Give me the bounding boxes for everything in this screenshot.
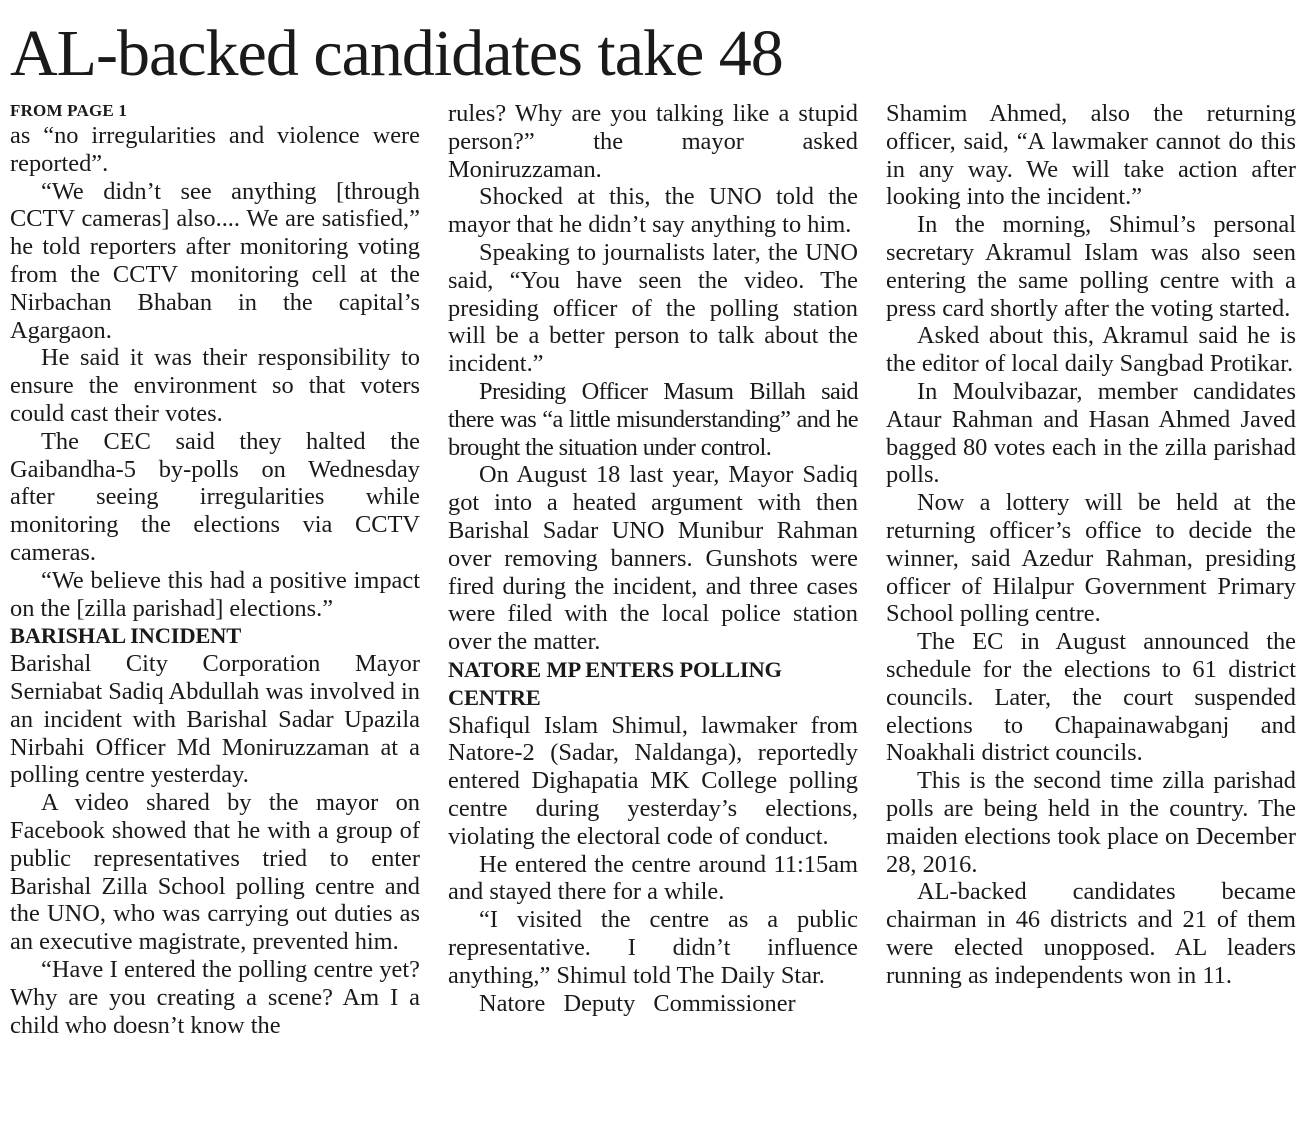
paragraph: In the morning, Shimul’s personal secretary Akramul Islam was also seen entering the same polling centre with a press card shortly after the voting started. [886, 211, 1296, 322]
paragraph: The CEC said they halted the Gaibandha-5 by-polls on Wednesday after seeing irregularities while monitoring the elections via CCTV cameras. [10, 427, 420, 566]
paragraph: The EC in August announced the schedule for the elections to 61 district councils. Later, the court suspended elections to Chapainawabganj and Noakhali district councils. [886, 628, 1296, 767]
paragraph: rules? Why are you talking like a stupid person?” the mayor asked Moniruzzaman. [448, 100, 858, 183]
paragraph: as “no irregularities and violence were reported”. [10, 122, 420, 177]
paragraph: Shamim Ahmed, also the returning officer, said, “A lawmaker cannot do this in any way. We will take action after looking into the incident.” [886, 100, 1296, 211]
paragraph: Asked about this, Akramul said he is the editor of local daily Sangbad Protikar. [886, 322, 1296, 378]
continuation-kicker: FROM PAGE 1 [10, 101, 128, 120]
article-column-2 [448, 100, 858, 1017]
paragraph: “We didn’t see anything [through CCTV cameras] also.... We are satisfied,” he told reporters after monitoring voting from the CCTV monitoring cell at the Nirbachan Bhaban in the capital’s Agargaon. [10, 177, 420, 344]
paragraph: Natore Deputy Commissioner [479, 989, 796, 1017]
paragraph: Speaking to journalists later, the UNO said, “You have seen the video. The presiding officer of the polling station will be a better person to talk about the incident.” [448, 238, 858, 378]
paragraph: Shafiqul Islam Shimul, lawmaker from Natore-2 (Sadar, Naldanga), reportedly entered Dighapatia MK College polling centre during yesterday’s elections, violating the electoral code of conduct. [448, 711, 858, 850]
paragraph: “We believe this had a positive impact on the [zilla parishad] elections.” [10, 566, 420, 622]
paragraph: On August 18 last year, Mayor Sadiq got into a heated argument with then Barishal Sadar UNO Munibur Rahman over removing banners. Gunshots were fired during the incident, and three cases were filed with the local police station over the matter. [448, 461, 858, 656]
article-column-1 [10, 100, 420, 1039]
paragraph: “I visited the centre as a public representative. I didn’t influence anything,” Shimul told The Daily Star. [448, 906, 858, 989]
paragraph: AL-backed candidates became chairman in 46 districts and 21 of them were elected unopposed. AL leaders running as independents won in 11. [886, 878, 1296, 989]
headline: AL-backed candidates take 48 [10, 17, 783, 90]
paragraph: “Have I entered the polling centre yet? Why are you creating a scene? Am I a child who doesn’t know the [10, 955, 420, 1039]
paragraph: Shocked at this, the UNO told the mayor that he didn’t say anything to him. [448, 183, 858, 239]
paragraph: Barishal City Corporation Mayor Serniabat Sadiq Abdullah was involved in an incident with Barishal Sadar Upazila Nirbahi Officer Md Moniruzzaman at a polling centre yesterday. [10, 650, 420, 789]
paragraph: A video shared by the mayor on Facebook showed that he with a group of public representatives tried to enter Barishal Zilla School polling centre and the UNO, who was carrying out duties as an executive magistrate, prevented him. [10, 789, 420, 956]
subheading-natore-mp: NATORE MP ENTERS POLLING CENTRE [448, 656, 782, 710]
paragraph: Now a lottery will be held at the returning officer’s office to decide the winner, said Azedur Rahman, presiding officer of Hilalpur Government Primary School polling centre. [886, 489, 1296, 628]
paragraph: In Moulvibazar, member candidates Ataur Rahman and Hasan Ahmed Javed bagged 80 votes each in the zilla parishad polls. [886, 377, 1296, 489]
paragraph: He entered the centre around 11:15am and stayed there for a while. [448, 850, 858, 906]
subheading-barishal-incident: BARISHAL INCIDENT [10, 623, 242, 649]
paragraph: He said it was their responsibility to ensure the environment so that voters could cast their votes. [10, 344, 420, 427]
paragraph: This is the second time zilla parishad polls are being held in the country. The maiden elections took place on December 28, 2016. [886, 767, 1296, 878]
article-column-3 [886, 100, 1296, 990]
paragraph: Presiding Officer Masum Billah said there was “a little misunderstanding” and he brought the situation under control. [448, 377, 858, 461]
